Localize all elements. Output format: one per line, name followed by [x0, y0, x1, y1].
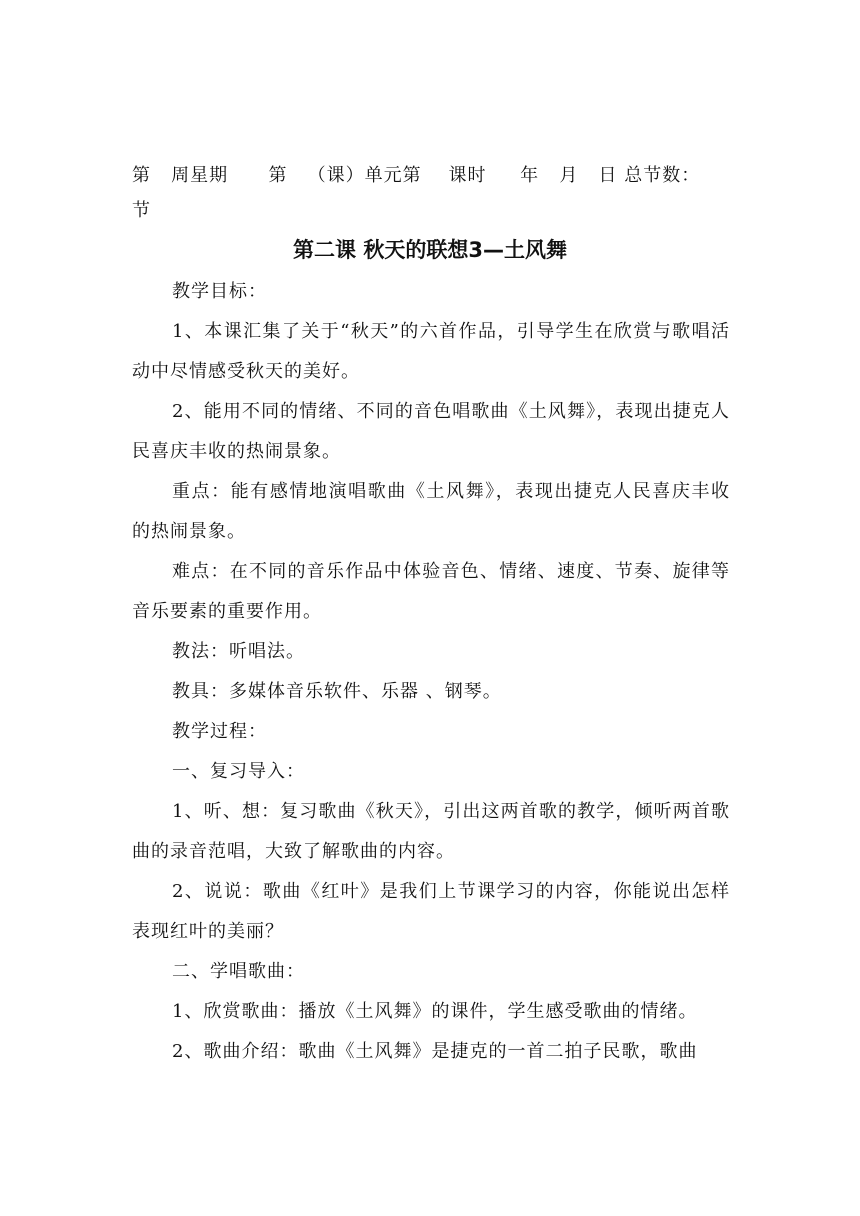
paragraph-objectives-heading: 教学目标：: [172, 281, 267, 302]
paragraph-objective-2: 2、能用不同的情绪、不同的音色唱歌曲《土风舞》，表现出捷克人民喜庆丰收的热闹景象。: [132, 401, 730, 462]
paragraph-learn-2: 2、歌曲介绍：歌曲《土风舞》是捷克的一首二拍子民歌，歌曲: [172, 1041, 698, 1062]
paragraph-key-point: 重点：能有感情地演唱歌曲《土风舞》，表现出捷克人民喜庆丰收的热闹景象。: [132, 481, 730, 542]
paragraph-difficulty: 难点：在不同的音乐作品中体验音色、情绪、速度、节奏、旋律等音乐要素的重要作用。: [132, 561, 730, 622]
paragraph-process-heading: 教学过程：: [172, 721, 267, 742]
paragraph-objective-1: 1、本课汇集了关于“秋天”的六首作品，引导学生在欣赏与歌唱活动中尽情感受秋天的美好。: [132, 321, 730, 382]
paragraph-review-1: 1、听、想：复习歌曲《秋天》，引出这两首歌的教学，倾听两首歌曲的录音范唱，大致了解歌曲的内容。: [132, 801, 730, 862]
paragraph-section-2-heading: 二、学唱歌曲：: [172, 961, 305, 982]
lesson-title: 第二课 秋天的联想3—土风舞: [293, 238, 567, 262]
paragraph-teaching-aids: 教具：多媒体音乐软件、乐器 、钢琴。: [172, 681, 502, 702]
paragraph-teaching-method: 教法：听唱法。: [172, 641, 305, 662]
paragraph-learn-1: 1、欣赏歌曲：播放《土风舞》的课件，学生感受歌曲的情绪。: [172, 1001, 698, 1022]
schedule-header: 第 周星期 第 （课）单元第 课时 年 月 日 总节数：: [132, 165, 701, 186]
lesson-body: [132, 272, 730, 1072]
paragraph-section-1-heading: 一、复习导入：: [172, 761, 305, 782]
paragraph-review-2: 2、说说：歌曲《红叶》是我们上节课学习的内容，你能说出怎样表现红叶的美丽？: [132, 881, 730, 942]
schedule-header-continuation: 节: [132, 200, 150, 221]
